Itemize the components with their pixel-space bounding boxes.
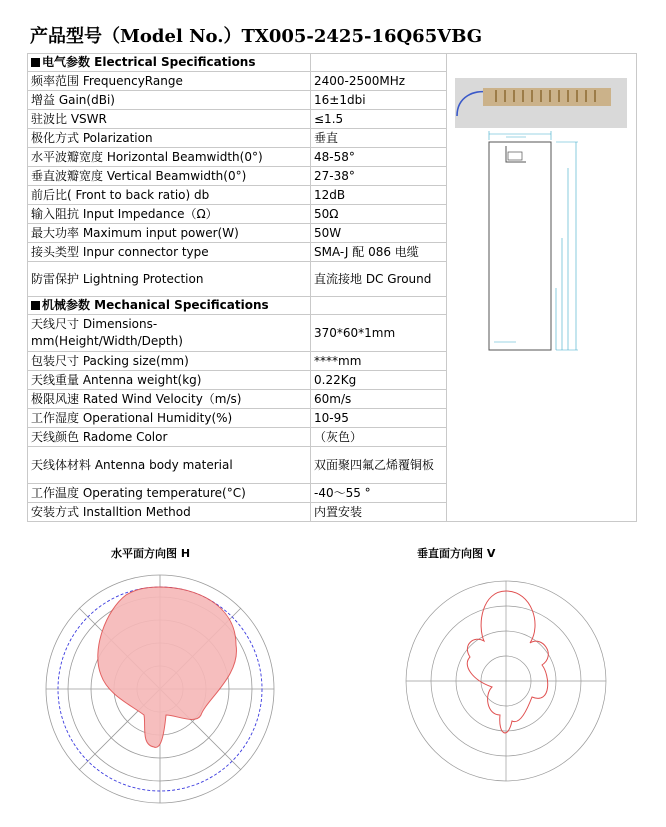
row-value: 10-95 xyxy=(311,409,447,428)
row-value: SMA-J 配 086 电缆 xyxy=(311,243,447,262)
product-photo xyxy=(455,78,627,128)
mechanical-header-text: 机械参数 Mechanical Specifications xyxy=(42,298,269,312)
row-value: 内置安装 xyxy=(311,503,447,522)
row-value: 2400-2500MHz xyxy=(311,72,447,91)
row-value: 370*60*1mm xyxy=(311,315,447,352)
row-value: 直流接地 DC Ground xyxy=(311,262,447,297)
row-label: 天线尺寸 Dimensions-mm(Height/Width/Depth) xyxy=(28,315,311,352)
row-label: 天线重量 Antenna weight(kg) xyxy=(28,371,311,390)
row-label: 前后比( Front to back ratio) db xyxy=(28,186,311,205)
row-label: 最大功率 Maximum input power(W) xyxy=(28,224,311,243)
vertical-chart-title: 垂直面方向图 V xyxy=(417,547,496,560)
row-value: 16±1dbi xyxy=(311,91,447,110)
row-label: 频率范围 FrequencyRange xyxy=(28,72,311,91)
row-value: ≤1.5 xyxy=(311,110,447,129)
dimension-drawing xyxy=(486,128,581,354)
row-label: 安装方式 Installtion Method xyxy=(28,503,311,522)
row-value: 12dB xyxy=(311,186,447,205)
vertical-polar-chart xyxy=(402,565,610,797)
row-value: 60m/s xyxy=(311,390,447,409)
row-label: 垂直波瓣宽度 Vertical Beamwidth(0°) xyxy=(28,167,311,186)
row-label: 包装尺寸 Packing size(mm) xyxy=(28,352,311,371)
row-label: 水平波瓣宽度 Horizontal Beamwidth(0°) xyxy=(28,148,311,167)
row-value: （灰色） xyxy=(311,428,447,447)
row-value: -40～55 ° xyxy=(311,484,447,503)
row-value: 垂直 xyxy=(311,129,447,148)
row-label: 天线体材料 Antenna body material xyxy=(28,447,311,484)
row-value: 48-58° xyxy=(311,148,447,167)
row-value: 50W xyxy=(311,224,447,243)
row-label: 天线颜色 Radome Color xyxy=(28,428,311,447)
row-label: 驻波比 VSWR xyxy=(28,110,311,129)
electrical-header-text: 电气参数 Electrical Specifications xyxy=(42,55,256,69)
row-value: ****mm xyxy=(311,352,447,371)
mechanical-header xyxy=(28,297,311,315)
row-label: 工作温度 Operating temperature(°C) xyxy=(28,484,311,503)
row-value: 50Ω xyxy=(311,205,447,224)
row-label: 工作湿度 Operational Humidity(%) xyxy=(28,409,311,428)
row-label: 防雷保护 Lightning Protection xyxy=(28,262,311,297)
row-value: 27-38° xyxy=(311,167,447,186)
row-value: 双面聚四氟乙烯覆铜板 xyxy=(311,447,447,484)
page-title: 产品型号（Model No.）TX005-2425-16Q65VBG xyxy=(30,26,483,47)
row-label: 接头类型 Inpur connector type xyxy=(28,243,311,262)
row-label: 极限风速 Rated Wind Velocity（m/s) xyxy=(28,390,311,409)
row-label: 输入阻抗 Input Impedance（Ω） xyxy=(28,205,311,224)
horizontal-chart-title: 水平面方向图 H xyxy=(111,547,191,560)
electrical-header xyxy=(28,54,311,72)
row-label: 增益 Gain(dBi) xyxy=(28,91,311,110)
horizontal-polar-chart xyxy=(36,565,284,813)
row-label: 极化方式 Polarization xyxy=(28,129,311,148)
row-value: 0.22Kg xyxy=(311,371,447,390)
